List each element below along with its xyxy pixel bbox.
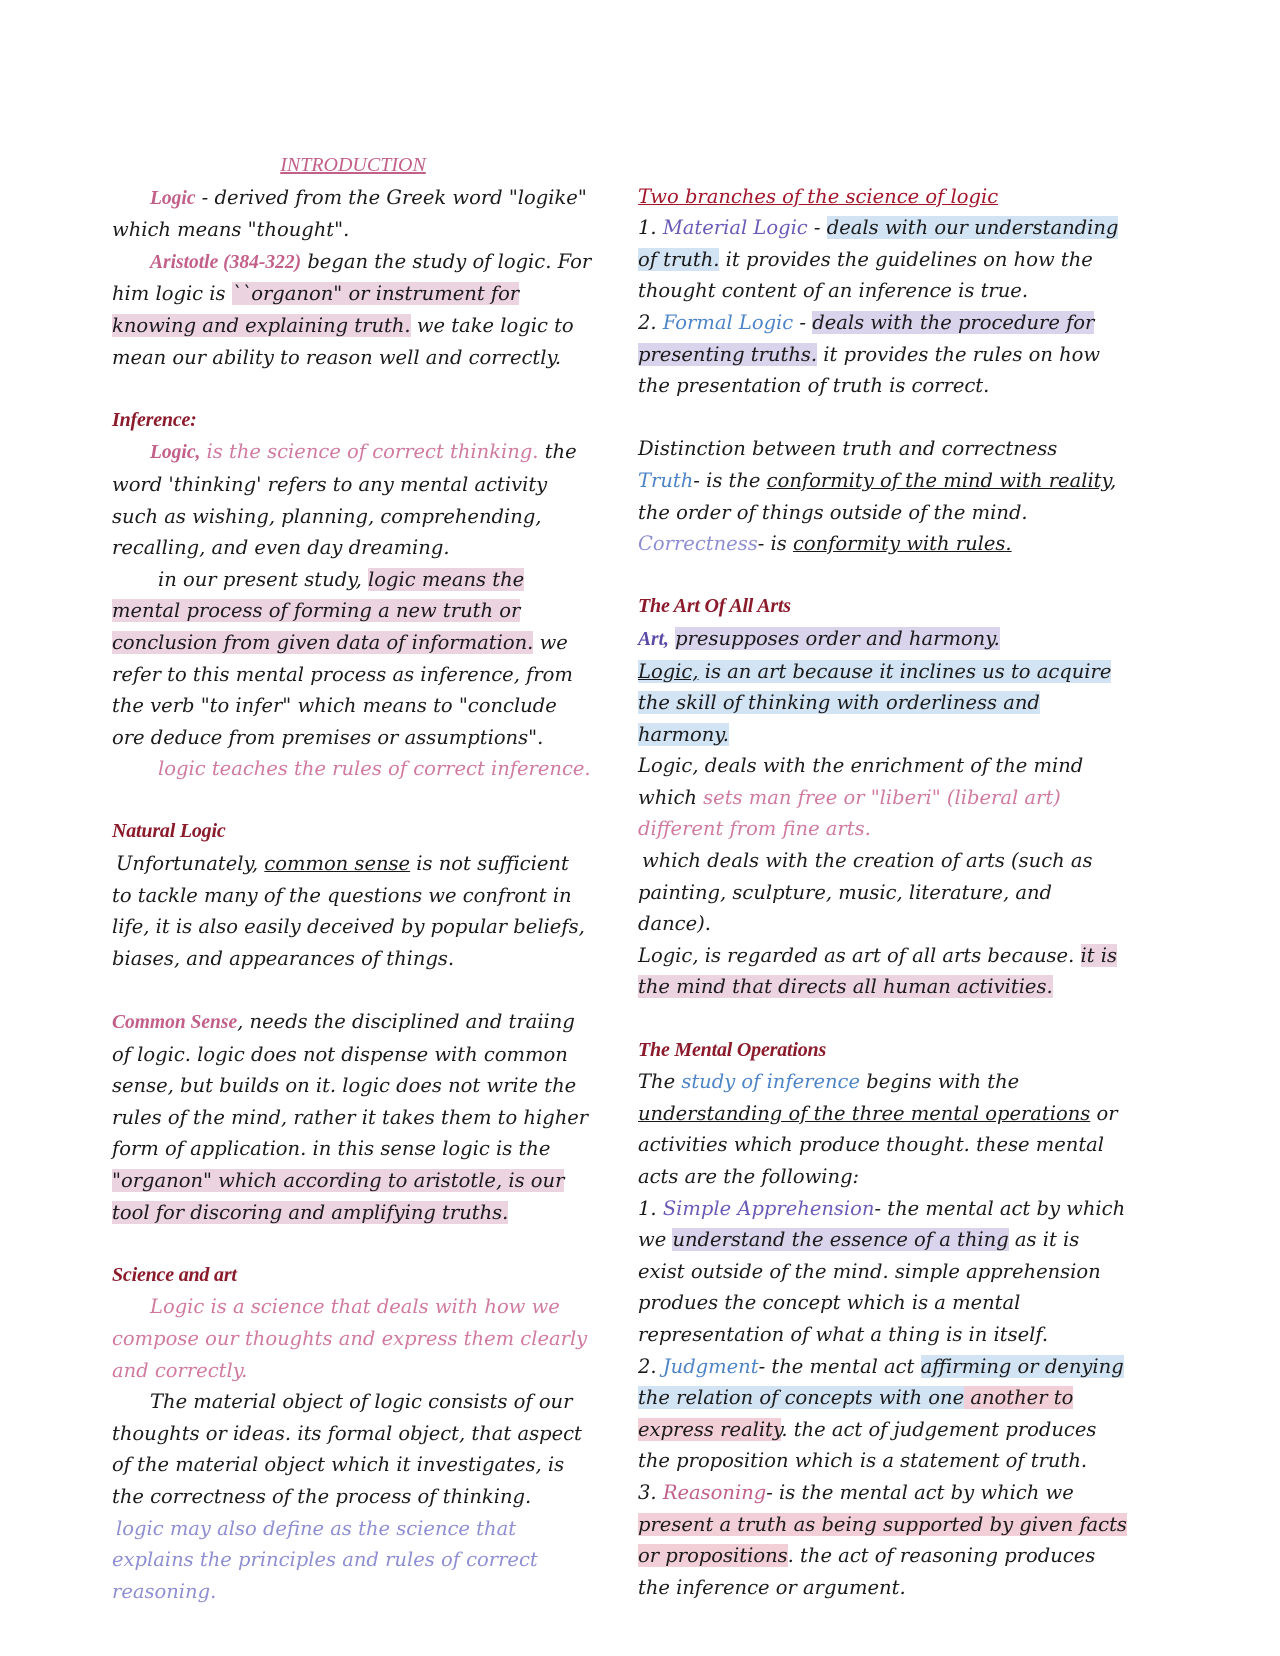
simple-apprehension-item: 1. Simple Apprehension- the mental act by which we understand the essence of a thing as it is exist outside of the mind. simple apprehension produes the concept which is a mental representation of what a thing is in itself. <box>638 1196 1126 1346</box>
art-definition: Art, presupposes order and harmony. <box>638 626 1000 650</box>
present-study-paragraph: in our present study, logic means the mental process of forming a new truth or conclusion from given data of information. we refer to this mental process as inference, from the verb "to infer" which means to "conclude ore deduce from premises or assumptions". <box>112 567 573 749</box>
simple-apprehension-term: Simple Apprehension <box>662 1196 875 1220</box>
introduction-heading: INTRODUCTION <box>280 154 426 176</box>
correctness-term: Correctness <box>638 532 758 556</box>
distinction-heading: Distinction between truth and correctness <box>638 437 1058 461</box>
material-logic-highlight: deals with our understanding of truth. <box>638 216 1119 271</box>
art-of-all-arts-paragraph: Logic, is regarded as art of all arts because. it is the mind that directs all human activities. <box>638 943 1118 999</box>
tool-highlight: "organon" which according to aristotle, is our tool for discoring and amplifying truths. <box>112 1169 565 1224</box>
truth-term: Truth <box>638 468 694 492</box>
material-logic-term: Material Logic <box>662 216 808 240</box>
truth-definition: Truth- is the conformity of the mind with reality, the order of things outside of the mind. <box>638 468 1117 524</box>
material-logic-item: 1. Material Logic - deals with our understanding of truth. it provides the guidelines on how the thought content of an inference is true. <box>638 216 1119 303</box>
inference-paragraph: Logic, is the science of correct thinking. the word 'thinking' refers to any mental activity such as wishing, planning, comprehending, recalling, and even day dreaming. <box>112 440 577 560</box>
logic-term: Logic <box>150 187 196 209</box>
fine-arts-line: which deals with the creation of arts (such as painting, sculpture, music, literature, and dance). <box>638 849 1093 936</box>
two-branches-heading: Two branches of the science of logic <box>638 184 999 208</box>
enrichment-paragraph: Logic, deals with the enrichment of the mind which sets man free or "liberi" (liberal art) different from fine arts. <box>638 754 1084 841</box>
mental-operations-intro: The study of inference begins with the understanding of the three mental operations or activities which produce thought. these mental acts are the following: <box>638 1070 1118 1188</box>
formal-logic-highlight: deals with the procedure for presenting truths. <box>638 310 1095 366</box>
science-paragraph-1: Logic is a science that deals with how we compose our thoughts and express them clearly and correctly. <box>112 1295 588 1382</box>
logic-as-art: Logic, is an art because it inclines us to acquire the skill of thinking with orderliness and harmony. <box>638 659 1112 746</box>
mental-operations-heading: The Mental Operations <box>638 1038 827 1061</box>
formal-logic-term: Formal Logic <box>662 310 794 334</box>
page-title <box>112 149 594 182</box>
common-sense-term: Common Sense <box>112 1012 238 1034</box>
correctness-definition: Correctness- is conformity with rules. <box>638 532 1012 556</box>
natural-logic-heading: Natural Logic <box>112 820 226 843</box>
science-and-art-heading: Science and art <box>112 1263 237 1286</box>
science-paragraph-2: The material object of logic consists of our thoughts or ideas. its formal object, that aspect of the material object which it investigates, is the correctness of the process of thinking. <box>112 1390 582 1508</box>
reasoning-term: Reasoning <box>662 1480 767 1504</box>
rules-of-inference-line: logic teaches the rules of correct inference. <box>158 757 591 781</box>
aristotle-paragraph: Aristotle (384-322) began the study of logic. For him logic is ``organon" or instrument for knowing and explaining truth. we take logic to mean our ability to reason well and correctly. <box>112 249 592 369</box>
reasoning-item: 3. Reasoning- is the mental act by which we present a truth as being supported by given facts or propositions. the act of reasoning produces the inference or argument. <box>638 1480 1127 1599</box>
inference-heading: Inference: <box>112 408 197 431</box>
science-paragraph-3: logic may also define as the science that explains the principles and rules of correct reasoning. <box>112 1516 538 1603</box>
judgment-term: Judgment <box>662 1354 759 1378</box>
left-column <box>112 149 594 1607</box>
formal-logic-item: 2. Formal Logic - deals with the procedure for presenting truths. it provides the rules on how the presentation of truth is correct. <box>638 310 1101 398</box>
common-sense-paragraph: Common Sense, needs the disciplined and traiing of logic. logic does not dispense with common sense, but builds on it. logic does not write the rules of the mind, rather it takes them to higher form of application. in this sense logic is the "organon" which according to aristotle, is our tool for discoring and amplifying truths. <box>112 1010 589 1224</box>
science-of-thinking: is the science of correct thinking. <box>200 440 539 464</box>
common-sense-underline: common sense <box>264 852 411 876</box>
right-column <box>638 149 1128 1603</box>
art-of-all-arts-heading: The Art Of All Arts <box>638 595 791 618</box>
aristotle-term: Aristotle (384-322) <box>150 251 302 273</box>
natural-logic-paragraph: Unfortunately, common sense is not sufficient to tackle many of the questions we confront in life, it is also easily deceived by popular beliefs, biases, and appearances of things. <box>112 852 585 970</box>
organon-highlight: ``organon" or instrument for knowing and explaining truth. <box>112 282 520 337</box>
mental-process-highlight: logic means the mental process of forming a new truth or conclusion from given data of information. <box>112 567 534 654</box>
art-term: Art, <box>638 628 669 650</box>
logic-definition-paragraph: Logic - derived from the Greek word "logike" which means "thought". <box>112 185 587 242</box>
judgment-item: 2. Judgment- the mental act affirming or denying the relation of concepts with one another to express reality. the act of judgement produces the proposition which is a statement of truth. <box>638 1354 1124 1473</box>
